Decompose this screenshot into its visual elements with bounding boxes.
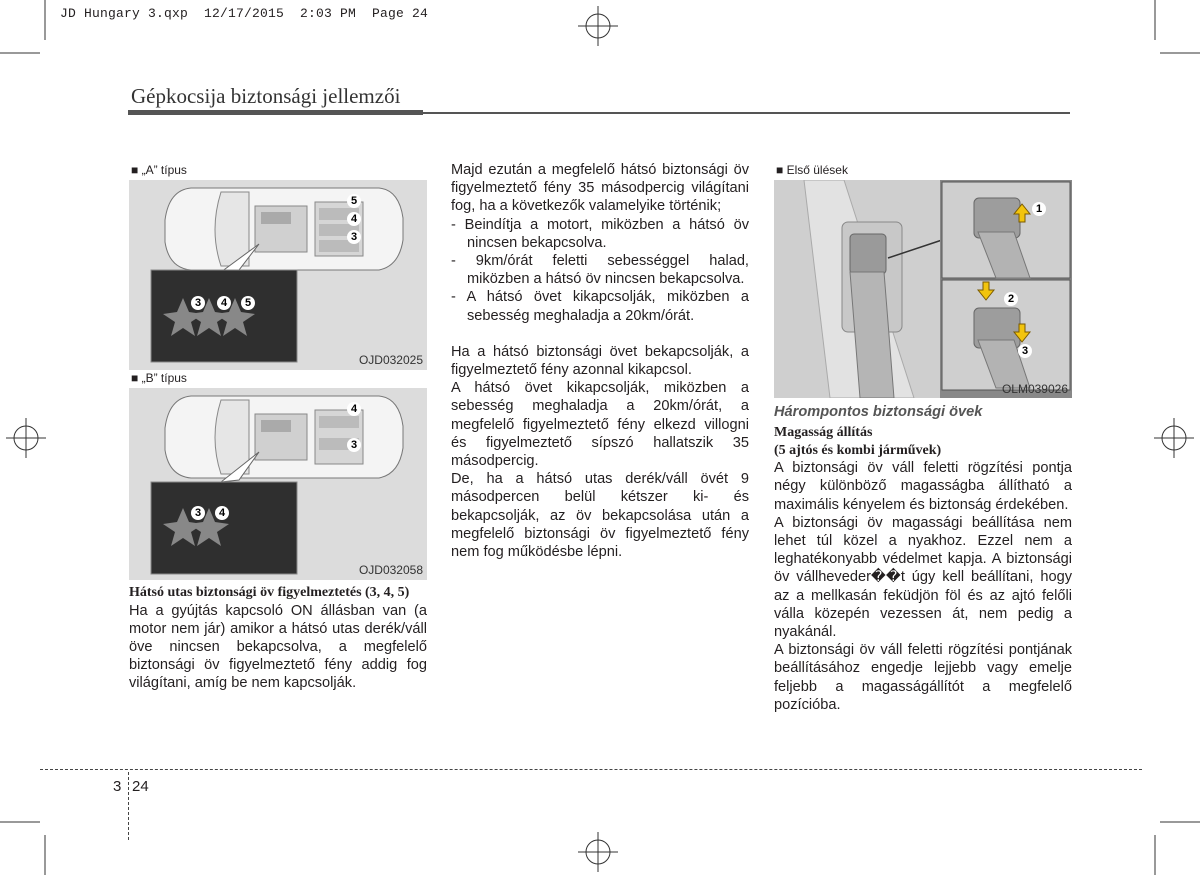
header-rule-thin: [423, 112, 1070, 114]
step-number-badge: 2: [1004, 292, 1018, 306]
section-heading: Magasság állítás: [774, 425, 873, 441]
paragraph: Majd ezután a megfelelő hátsó biztonsági öv figyelmeztető fény 35 másodpercig világítani fog, ha a következők valamelyike történik;: [451, 162, 749, 215]
paragraph: De, ha a hátsó utas derék/váll övét 9 másodpercen belül kétszer ki- és bekapcsolják, az öv bekapcsolása után a megfelelő biztonsági öv figyelmeztető fény nem fog működésbe lépni.: [451, 471, 749, 561]
footer-rule: [40, 769, 1142, 770]
figure-b-car-diagram: [129, 388, 427, 580]
section-subheading: Hárompontos biztonsági övek: [774, 404, 983, 420]
chapter-number: 3: [113, 778, 122, 795]
seat-number-badge: 4: [347, 402, 361, 416]
paragraph: A hátsó övet kikapcsolják, miközben a sebesség meghaladja a 20km/órát, a megfelelő figyelmeztető fény elkezd villogni és figyelmeztető sípszó hallatszik 35 másodpercig.: [451, 380, 749, 470]
figure-b-code: OJD032058: [358, 563, 423, 577]
section-heading-detail: (5 ajtós és kombi járművek): [774, 442, 942, 458]
paragraph: Ha a gyújtás kapcsoló ON állásban van (a motor nem jár) amikor a hátsó utas derék/váll öve nincsen bekapcsolva, a megfelelő biztonsági öv figyelmeztető fény addig fog világítani, amíg be nem kapcsolják.: [129, 602, 427, 692]
car-top-view-icon: [129, 180, 427, 370]
print-slug: JD Hungary 3.qxp 12/17/2015 2:03 PM Page 24: [60, 6, 429, 21]
figure-a-caption: ■ „A” típus: [131, 163, 187, 177]
left-text-block: [129, 584, 427, 693]
paragraph: A biztonsági öv magassági beállítása nem lehet túl közel a nyakhoz. Ezzel nem a leghatékonyabb védelmet kapja. A biztonsági öv vállheveder��t úgy kell beállítani, hogy az a mellkasán feküdjön föl és az ajtó felőli válla közepén vezessen át, nem pedig a nyakánál.: [774, 514, 1072, 641]
header-rule: [128, 110, 423, 115]
right-text-block: [774, 403, 1072, 714]
paragraph: Ha a hátsó biztonsági övet bekapcsolják, a figyelmeztető fény azonnal kikapcsol.: [451, 343, 749, 379]
step-number-badge: 3: [1018, 344, 1032, 358]
page-number: 24: [132, 778, 149, 795]
seat-belt-anchor-icon: [774, 180, 1072, 398]
step-number-badge: 1: [1032, 202, 1046, 216]
paragraph: A biztonsági öv váll feletti rögzítési pontjának beállításához engedje lejjebb vagy emelje feljebb a magasságállítót a megfelelő pozícióba.: [774, 642, 1072, 713]
page-title: Gépkocsija biztonsági jellemzői: [131, 84, 401, 108]
section-heading: Hátsó utas biztonsági öv figyelmeztetés (3, 4, 5): [129, 585, 410, 600]
figure-a-code: OJD032025: [358, 353, 423, 367]
paragraph: A biztonsági öv váll feletti rögzítési pontja négy különböző magasságba állítható a maximális kényelem és biztonság érdekében.: [774, 460, 1072, 513]
footer-vertical-rule: [128, 772, 129, 840]
warning-light-badge: 4: [215, 506, 229, 520]
warning-light-badge: 5: [241, 296, 255, 310]
list-item: - 9km/órát feletti sebességgel halad, miközben a hátsó öv nincsen bekapcsolva.: [451, 253, 749, 288]
warning-light-badge: 3: [191, 296, 205, 310]
seat-number-badge: 4: [347, 212, 361, 226]
list-item: - Beindítja a motort, miközben a hátsó öv nincsen bekapcsolva.: [451, 216, 749, 251]
middle-text-block: [451, 161, 749, 561]
right-figure-code: OLM039026: [1001, 382, 1068, 396]
figure-b-caption: ■ „B” típus: [131, 371, 187, 385]
list-item: - A hátsó övet kikapcsolják, miközben a sebesség meghaladja a 20km/órát.: [451, 289, 749, 324]
seat-belt-height-diagram: [774, 180, 1072, 398]
seat-number-badge: 3: [347, 438, 361, 452]
car-top-view-icon: [129, 388, 427, 580]
warning-light-badge: 3: [191, 506, 205, 520]
right-figure-caption: ■ Első ülések: [776, 163, 848, 177]
seat-number-badge: 5: [347, 194, 361, 208]
seat-number-badge: 3: [347, 230, 361, 244]
figure-a-car-diagram: [129, 180, 427, 370]
warning-light-badge: 4: [217, 296, 231, 310]
